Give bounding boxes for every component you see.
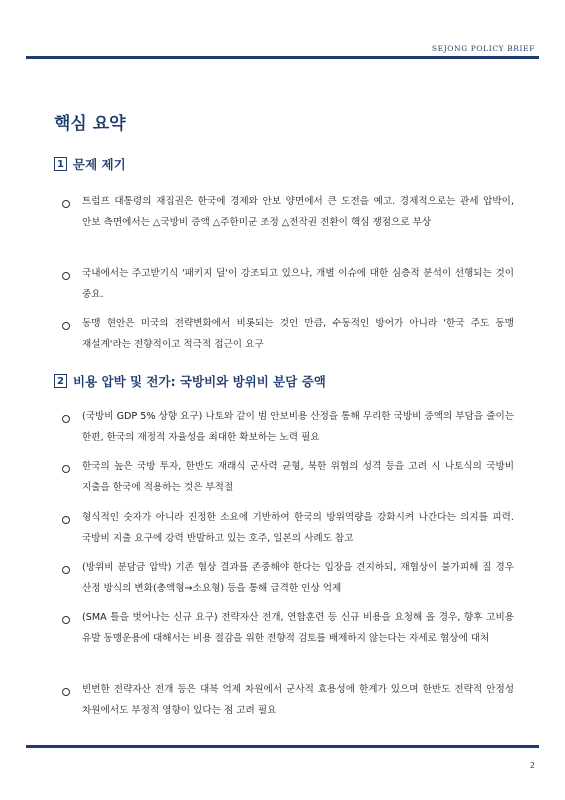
list-item (62, 196, 514, 233)
bullet-text: 트럼프 대통령의 재집권은 한국에 경제와 안보 양면에서 큰 도전을 예고. 경제적으로는 관세 압박이, 안보 측면에서는 △국방비 증액 △주한미군 조정 △전작권 전환이 핵심 쟁점으로 부상 (82, 196, 514, 228)
page-title: 핵심 요약 (54, 114, 126, 134)
circle-bullet-icon (62, 688, 70, 696)
section-2-title: 비용 압박 및 전가: 국방비와 방위비 분담 증액 (73, 374, 326, 389)
list-item (62, 562, 514, 599)
bullet-text: (방위비 분담금 압박) 기존 협상 결과를 존중해야 한다는 입장을 견지하되, 재협상이 불가피해 질 경우 산정 방식의 변화(총액형→소요형) 등을 통해 급격한 인상 억제 (82, 562, 514, 594)
circle-bullet-icon (62, 616, 70, 624)
section-2-heading (54, 372, 326, 390)
circle-bullet-icon (62, 516, 70, 524)
circle-bullet-icon (62, 272, 70, 280)
list-item (62, 684, 514, 721)
circle-bullet-icon (62, 415, 70, 423)
list-item (62, 411, 514, 448)
bullet-text: (국방비 GDP 5% 상향 요구) 나토와 같이 범 안보비용 산정을 통해 무리한 국방비 증액의 부담을 줄이는 한편, 한국의 재정적 자율성을 최대한 확보하는 노력 필요 (82, 411, 514, 443)
circle-bullet-icon (62, 465, 70, 473)
page-number: 2 (529, 761, 535, 770)
section-1-title: 문제 제기 (73, 157, 126, 172)
circle-bullet-icon (62, 200, 70, 208)
bullet-text: 한국의 높은 국방 투자, 한반도 재래식 군사력 균형, 북한 위협의 성격 등을 고려 시 나토식의 국방비 지출을 한국에 적용하는 것은 부적절 (82, 461, 514, 493)
bullet-text: 동맹 현안은 미국의 전략변화에서 비롯되는 것인 만큼, 수동적인 방어가 아니라 '한국 주도 동맹 재설계'라는 전향적이고 적극적 접근이 요구 (82, 318, 514, 350)
bottom-rule (26, 745, 539, 748)
list-item (62, 461, 514, 498)
top-rule (26, 56, 539, 59)
bullet-text: (SMA 틀을 벗어나는 신규 요구) 전략자산 전개, 연합훈련 등 신규 비용을 요청해 올 경우, 향후 고비용 유발 동맹운용에 대해서는 비용 절감을 위한 전향적 검토를 배제하지 않는다는 자세로 협상에 대처 (82, 612, 514, 644)
list-item (62, 268, 514, 305)
section-1-heading (54, 155, 126, 173)
list-item (62, 318, 514, 355)
list-item (62, 512, 514, 549)
bullet-text: 빈번한 전략자산 전개 등은 대북 억제 차원에서 군사적 효용성에 한계가 있으며 한반도 전략적 안정성 차원에서도 부정적 영향이 있다는 점 고려 필요 (82, 684, 514, 716)
circle-bullet-icon (62, 566, 70, 574)
bullet-text: 형식적인 숫자가 아니라 진정한 소요에 기반하여 한국의 방위역량을 강화시켜 나간다는 의지를 피력. 국방비 지출 요구에 강력 반발하고 있는 호주, 일본의 사례도 참고 (82, 512, 514, 544)
circle-bullet-icon (62, 322, 70, 330)
bullet-text: 국내에서는 주고받기식 '패키지 딜'이 강조되고 있으나, 개별 이슈에 대한 심층적 분석이 선행되는 것이 중요. (82, 268, 514, 300)
brand-logo: SEJONG POLICY BRIEF (431, 44, 535, 53)
section-2-number: 2 (54, 374, 67, 388)
list-item (62, 612, 514, 649)
section-1-number: 1 (54, 157, 67, 171)
